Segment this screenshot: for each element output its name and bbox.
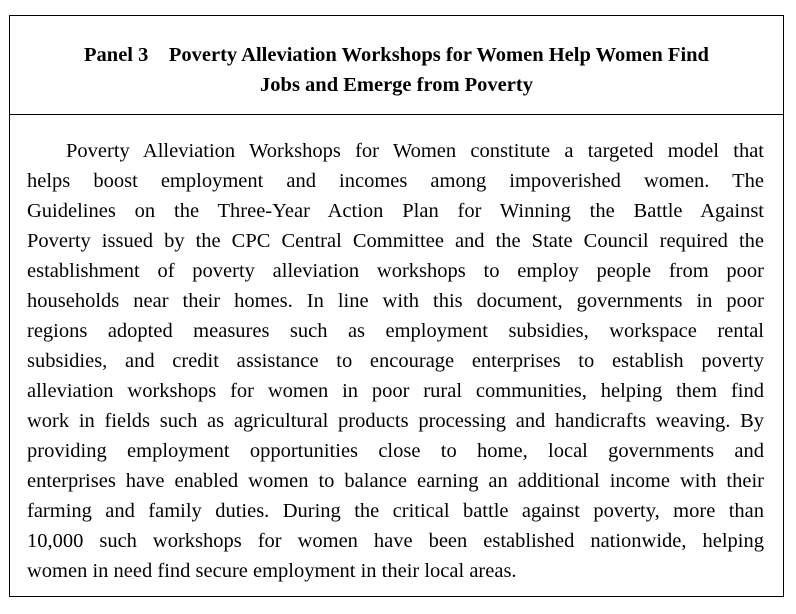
panel-body-text (27, 136, 764, 586)
body-line: Guidelines on the Three-Year Action Plan for Winning the Battle Against (27, 200, 764, 222)
panel-title-line-1: Panel 3 Poverty Alleviation Workshops for Women Help Women Find (84, 44, 709, 66)
body-line: establishment of poverty alleviation workshops to employ people from poor (27, 260, 764, 282)
panel-header (10, 16, 783, 115)
panel-title (10, 16, 783, 100)
body-line: women in need find secure employment in their local areas. (27, 560, 517, 582)
body-line: providing employment opportunities close to home, local governments and (27, 440, 764, 462)
body-line: regions adopted measures such as employment subsidies, workspace rental (27, 320, 764, 342)
body-line: 10,000 such workshops for women have been established nationwide, helping (27, 530, 764, 552)
body-line: households near their homes. In line with this document, governments in poor (27, 290, 764, 312)
body-line: alleviation workshops for women in poor rural communities, helping them find (27, 380, 764, 402)
body-line: farming and family duties. During the critical battle against poverty, more than (27, 500, 764, 522)
body-line: work in fields such as agricultural products processing and handicrafts weaving. By (27, 410, 764, 432)
panel-title-line-2: Jobs and Emerge from Poverty (260, 74, 533, 96)
body-line: subsidies, and credit assistance to encourage enterprises to establish poverty (27, 350, 764, 372)
panel-box (9, 15, 784, 597)
body-line: Poverty issued by the CPC Central Committee and the State Council required the (27, 230, 764, 252)
body-line: Poverty Alleviation Workshops for Women constitute a targeted model that (66, 140, 764, 162)
body-line: enterprises have enabled women to balance earning an additional income with their (27, 470, 764, 492)
body-line: helps boost employment and incomes among impoverished women. The (27, 170, 764, 192)
